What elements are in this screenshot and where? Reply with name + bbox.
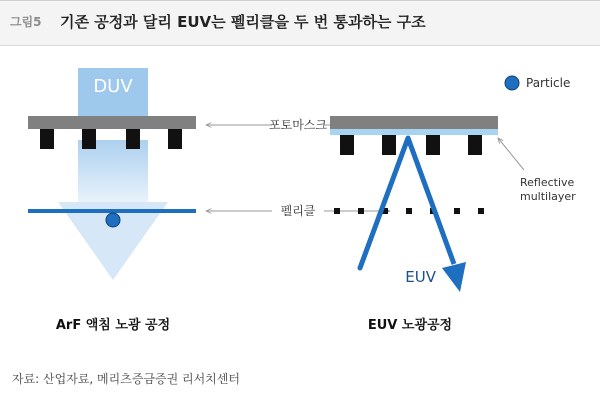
multilayer-label-line1: Reflective — [520, 176, 575, 189]
euv-absorber — [426, 135, 440, 155]
duv-absorber — [168, 129, 182, 149]
euv-reflected-beam — [408, 138, 454, 264]
duv-absorber — [82, 129, 96, 149]
euv-beam-arrowhead — [442, 262, 466, 292]
duv-transmitted-beam — [78, 140, 148, 202]
euv-reflective-multilayer — [330, 129, 498, 135]
euv-absorber — [468, 135, 482, 155]
particle-legend — [505, 76, 570, 90]
particle-legend-label: Particle — [526, 76, 571, 90]
duv-photomask — [28, 116, 196, 129]
duv-particle — [106, 213, 120, 227]
duv-beam-label: DUV — [93, 76, 133, 97]
pellicle-label: 펠리클 — [280, 204, 316, 218]
duv-absorber — [40, 129, 54, 149]
particle-legend-icon — [505, 76, 519, 90]
euv-absorber — [340, 135, 354, 155]
euv-vs-duv-diagram — [0, 46, 600, 366]
multilayer-pointer — [498, 138, 524, 170]
multilayer-label-line2: multilayer — [520, 190, 576, 203]
figure-header — [0, 0, 600, 46]
source-note: 자료: 산업자료, 메리츠증금증권 리서치센터 — [12, 372, 240, 386]
euv-incoming-beam — [360, 138, 408, 268]
euv-caption: EUV 노광공정 — [367, 318, 453, 333]
photomask-label: 포토마스크 — [269, 118, 327, 132]
euv-photomask — [330, 116, 498, 129]
duv-caption: ArF 액침 노광 공정 — [55, 318, 171, 333]
duv-panel — [28, 68, 196, 333]
euv-beam-label: EUV — [405, 268, 436, 286]
euv-panel — [330, 116, 576, 333]
euv-absorber — [382, 135, 396, 155]
figure-label: 그림5 — [10, 15, 42, 29]
figure-title: 기존 공정과 달리 EUV는 펠리클을 두 번 통과하는 구조 — [60, 13, 426, 31]
duv-absorber — [126, 129, 140, 149]
